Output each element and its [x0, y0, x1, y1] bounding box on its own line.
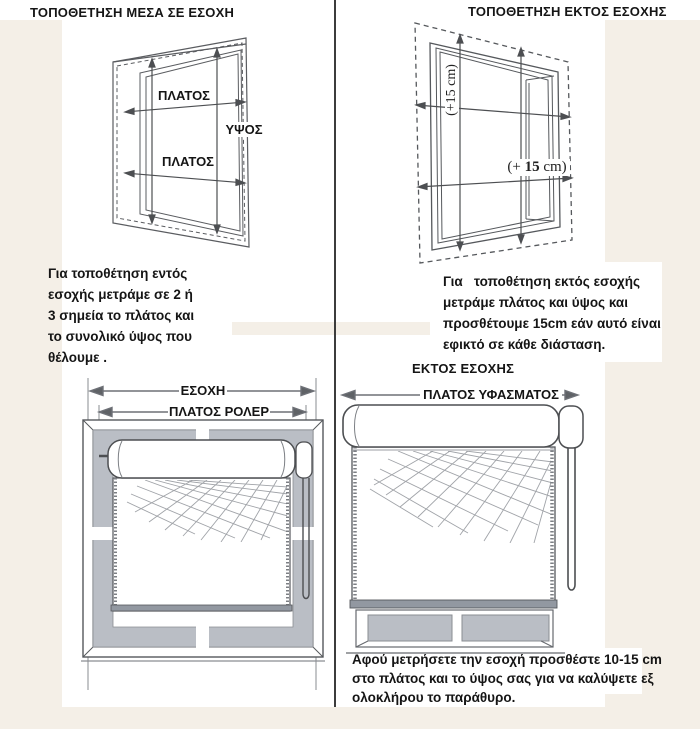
roller-width-label: ΠΛΑΤΟΣ ΡΟΛΕΡ: [168, 404, 270, 419]
window-frame-lines: [415, 23, 572, 263]
roller-tube: [99, 440, 295, 478]
chain-loop: [568, 448, 575, 590]
title-outside-recess: ΤΟΠΟΘΕΤΗΣΗ ΕΚΤΟΣ ΕΣΟΧΗΣ: [468, 4, 667, 19]
bottom-rail: [350, 600, 557, 608]
divider-line: [334, 0, 336, 707]
note-line: εσοχής μετράμε σε 2 ή: [48, 287, 193, 302]
fabric-width-label: ΠΛΑΤΟΣ ΥΦΑΣΜΑΤΟΣ: [420, 387, 562, 402]
control-bracket-and-chain: [559, 406, 583, 590]
note-inside-recess: [48, 263, 194, 368]
allowance-prefix: (+: [507, 159, 525, 175]
window-sill: [346, 610, 565, 653]
note-line: 3 σημεία το πλάτος και: [48, 308, 195, 323]
subtitle-outside-recess: ΕΚΤΟΣ ΕΣΟΧΗΣ: [412, 361, 515, 376]
note-line: μετράμε πλάτος και ύψος και: [443, 295, 628, 310]
note-line: εφικτό σε κάθε διάσταση.: [443, 337, 606, 352]
note-bottom: [352, 650, 662, 707]
recess-label: ΕΣΟΧΗ: [180, 383, 226, 398]
allowance-suffix: cm): [539, 159, 567, 175]
note-line: προσθέτουμε 15cm εάν αυτό είναι: [443, 316, 661, 331]
width-allowance-label: [504, 159, 570, 176]
note-line: Για τοποθέτηση εντός: [48, 266, 188, 281]
note-line: θέλουμε .: [48, 350, 108, 365]
width-label-top: ΠΛΑΤΟΣ: [158, 88, 210, 103]
beige-separator-band: [232, 322, 334, 335]
allowance-value: 15: [524, 159, 540, 175]
note-outside-recess: [443, 271, 661, 355]
note-line: Για τοποθέτηση εκτός εσοχής: [443, 274, 641, 289]
height-allowance-label: (+15 cm): [445, 60, 459, 120]
recess-window-diagram: [80, 30, 330, 258]
height-label: ΥΨΟΣ: [225, 122, 263, 137]
roller-tube: [343, 405, 559, 447]
blind-fabric: [111, 478, 292, 611]
note-line: το συνολικό ύψος που: [48, 329, 192, 344]
note-line: στο πλάτος και το ύψος σας για να καλύψετε εξ: [352, 671, 654, 686]
blind-in-recess-diagram: [75, 376, 331, 696]
bottom-rail: [111, 605, 292, 611]
note-line: Αφού μετρήσετε την εσοχή προσθέστε 10-15 cm: [352, 652, 662, 667]
blind-fabric: [350, 447, 557, 608]
blind-outside-recess-diagram: [338, 385, 604, 678]
note-line: ολοκλήρου το παράθυρο.: [352, 690, 516, 705]
title-inside-recess: ΤΟΠΟΘΕΤΗΣΗ ΜΕΣΑ ΣΕ ΕΣΟΧΗ: [30, 5, 235, 20]
window-frame-lines: [113, 38, 249, 247]
outside-recess-window-diagram: [408, 20, 608, 270]
width-label-bottom: ΠΛΑΤΟΣ: [162, 154, 214, 169]
